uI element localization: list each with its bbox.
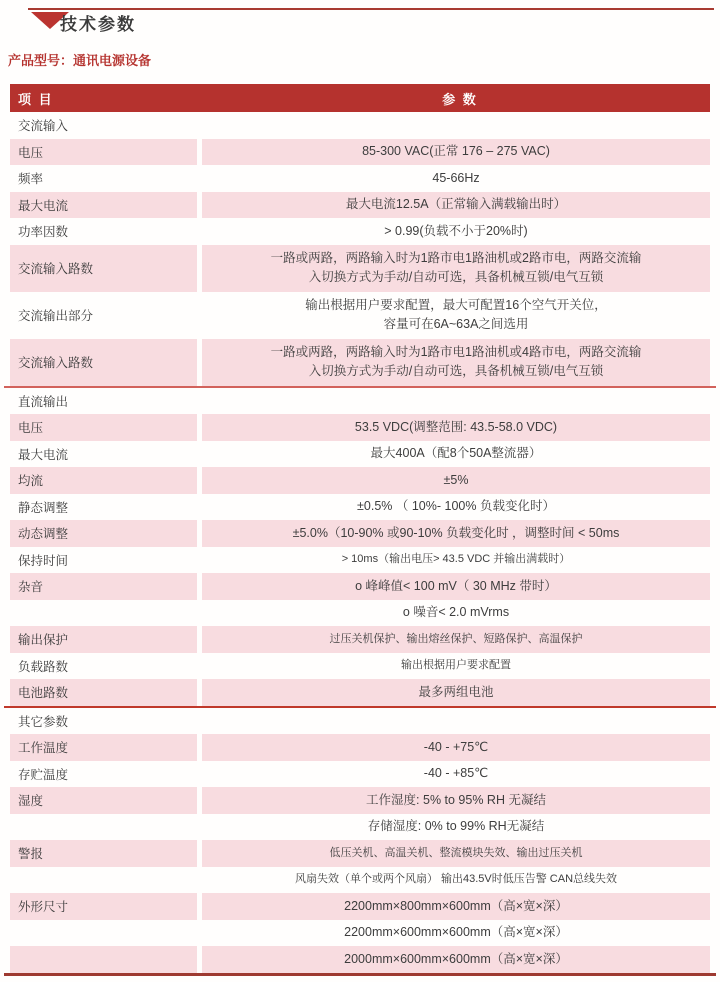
- param-cell: [202, 547, 710, 574]
- param-line2: 容量可在6A~63A之间选用: [383, 317, 529, 331]
- param-cell: [202, 520, 710, 547]
- table-header: [10, 84, 710, 112]
- table-row: [10, 520, 710, 547]
- table-row: [10, 441, 710, 468]
- table-row: [10, 600, 710, 627]
- param-line1: 最多两组电池: [418, 684, 494, 699]
- item-cell: 保持时间: [18, 553, 69, 568]
- table-row: [10, 893, 710, 920]
- param-cell: [202, 626, 710, 653]
- table-row: [10, 626, 710, 653]
- item-cell: 电压: [10, 414, 197, 441]
- param-cell: [202, 600, 710, 627]
- table-row: [10, 547, 710, 574]
- param-cell: [202, 494, 710, 521]
- column-header-item: 项 目: [18, 91, 54, 107]
- item-cell: [10, 867, 197, 894]
- param-cell: [202, 192, 710, 219]
- param-line1: o 峰峰值< 100 mV（ 30 MHz 带时）: [355, 578, 557, 593]
- table-row: [10, 139, 710, 166]
- item-cell: 静态调整: [18, 500, 69, 515]
- table-row: [10, 165, 710, 192]
- param-cell: [202, 441, 710, 468]
- param-cell: [202, 339, 710, 386]
- item-cell: [10, 600, 197, 627]
- item-cell: 工作温度: [10, 734, 197, 761]
- section-separator: [4, 973, 716, 976]
- item-cell: 交流输入: [18, 119, 69, 134]
- param-line1: 存储湿度: 0% to 99% RH无凝结: [367, 819, 545, 834]
- param-line1: 53.5 VDC(调整范围: 43.5-58.0 VDC): [354, 419, 558, 434]
- param-line1: 工作湿度: 5% to 95% RH 无凝结: [366, 792, 546, 807]
- param-line1: 85-300 VAC(正常 176 – 275 VAC): [362, 144, 550, 159]
- param-line1: 输出根据用户要求配置: [401, 659, 511, 672]
- param-line2: 入切换方式为手动/自动可选，具备机械互锁/电气互锁: [308, 270, 604, 284]
- item-cell: 频率: [18, 172, 44, 187]
- item-cell: [10, 814, 197, 841]
- item-cell: 电池路数: [10, 679, 197, 706]
- table-row: [10, 679, 710, 706]
- param-cell: [202, 218, 710, 245]
- param-cell: [202, 467, 710, 494]
- page-title: 技术参数: [60, 15, 136, 34]
- param-line2: 入切换方式为手动/自动可选，具备机械互锁/电气互锁: [308, 364, 604, 378]
- table-row: [10, 814, 710, 841]
- param-cell: [202, 245, 710, 292]
- param-cell: [202, 165, 710, 192]
- table-row: [10, 653, 710, 680]
- item-cell: 均流: [10, 467, 197, 494]
- spec-table: [10, 84, 710, 976]
- param-line1: 最大电流12.5A（正常输入满载输出时）: [345, 197, 567, 212]
- item-cell: 警报: [10, 840, 197, 867]
- item-cell: 交流输出部分: [18, 309, 94, 323]
- param-cell: [202, 814, 710, 841]
- param-line1: 2000mm×600mm×600mm（高×宽×深）: [344, 951, 568, 966]
- section-row: [10, 112, 710, 139]
- item-cell: 输出保护: [10, 626, 197, 653]
- table-row: [10, 867, 710, 894]
- section-row: [10, 388, 710, 415]
- item-cell: 功率因数: [18, 225, 69, 240]
- item-cell: 交流输入路数: [10, 245, 197, 292]
- param-cell: [202, 573, 710, 600]
- item-cell: 最大电流: [18, 447, 69, 462]
- table-row: [10, 787, 710, 814]
- param-line1: ±5.0%（10-90% 或90-10% 负载变化时 ，调整时间 < 50ms: [292, 525, 620, 540]
- param-line1: ±0.5% （ 10%- 100% 负载变化时）: [357, 499, 555, 514]
- param-cell: [202, 679, 710, 706]
- param-line1: 45-66Hz: [432, 170, 480, 185]
- table-row: [10, 734, 710, 761]
- param-cell: [202, 920, 710, 947]
- table-row: [10, 292, 710, 339]
- param-line1: 过压关机保护、输出熔丝保护、短路保护、高温保护: [329, 632, 583, 645]
- item-cell: 负载路数: [18, 659, 69, 674]
- param-cell: [202, 414, 710, 441]
- param-cell: [202, 787, 710, 814]
- item-cell: 直流输出: [18, 394, 69, 409]
- param-line1: 风扇失效（单个或两个风扇） 输出43.5V时低压告警 CAN总线失效: [294, 873, 618, 886]
- param-cell: [202, 139, 710, 166]
- param-line1: -40 - +75℃: [423, 739, 489, 754]
- item-cell: 动态调整: [10, 520, 197, 547]
- param-cell: [202, 292, 710, 339]
- item-cell: [10, 946, 197, 973]
- product-model: 产品型号：通讯电源设备: [8, 53, 152, 68]
- table-row: [10, 339, 710, 386]
- section-row: [10, 708, 710, 735]
- param-line1: ±5%: [443, 472, 469, 487]
- table-row: [10, 573, 710, 600]
- param-line1: > 0.99(负载不小于20%时): [384, 223, 528, 238]
- item-cell: 存贮温度: [18, 767, 69, 782]
- param-cell: [202, 840, 710, 867]
- table-row: [10, 245, 710, 292]
- param-line1: > 10ms（输出电压> 43.5 VDC 并输出满载时）: [341, 553, 571, 566]
- table-body: [10, 112, 710, 976]
- item-cell: 湿度: [10, 787, 197, 814]
- param-cell: [202, 734, 710, 761]
- param-line1: 2200mm×800mm×600mm（高×宽×深）: [344, 898, 568, 913]
- param-line1: 2200mm×600mm×600mm（高×宽×深）: [344, 925, 568, 940]
- table-row: [10, 467, 710, 494]
- param-cell: [202, 867, 710, 894]
- param-cell: [202, 946, 710, 973]
- item-cell: [10, 920, 197, 947]
- table-row: [10, 218, 710, 245]
- table-row: [10, 920, 710, 947]
- item-cell: 最大电流: [10, 192, 197, 219]
- param-line1: 最大400A（配8个50A整流器）: [370, 446, 542, 461]
- table-row: [10, 414, 710, 441]
- item-cell: 其它参数: [18, 714, 69, 729]
- param-line1: 一路或两路，两路输入时为1路市电1路油机或4路市电，两路交流输: [270, 345, 642, 359]
- item-cell: 杂音: [10, 573, 197, 600]
- param-line1: -40 - +85℃: [423, 766, 489, 781]
- table-row: [10, 946, 710, 973]
- param-cell: [202, 761, 710, 788]
- param-cell: [202, 893, 710, 920]
- table-row: [10, 840, 710, 867]
- table-row: [10, 494, 710, 521]
- column-header-param: 参 数: [442, 91, 478, 107]
- item-cell: 交流输入路数: [10, 339, 197, 386]
- param-line1: o 噪音< 2.0 mVrms: [402, 605, 510, 620]
- item-cell: 外形尺寸: [10, 893, 197, 920]
- table-row: [10, 761, 710, 788]
- param-line1: 低压关机、高温关机、整流模块失效、输出过压关机: [329, 846, 583, 859]
- table-row: [10, 192, 710, 219]
- param-line1: 一路或两路，两路输入时为1路市电1路油机或2路市电，两路交流输: [270, 251, 642, 265]
- item-cell: 电压: [10, 139, 197, 166]
- param-cell: [202, 653, 710, 680]
- param-line1: 输出根据用户要求配置，最大可配置16个空气开关位，: [305, 298, 607, 312]
